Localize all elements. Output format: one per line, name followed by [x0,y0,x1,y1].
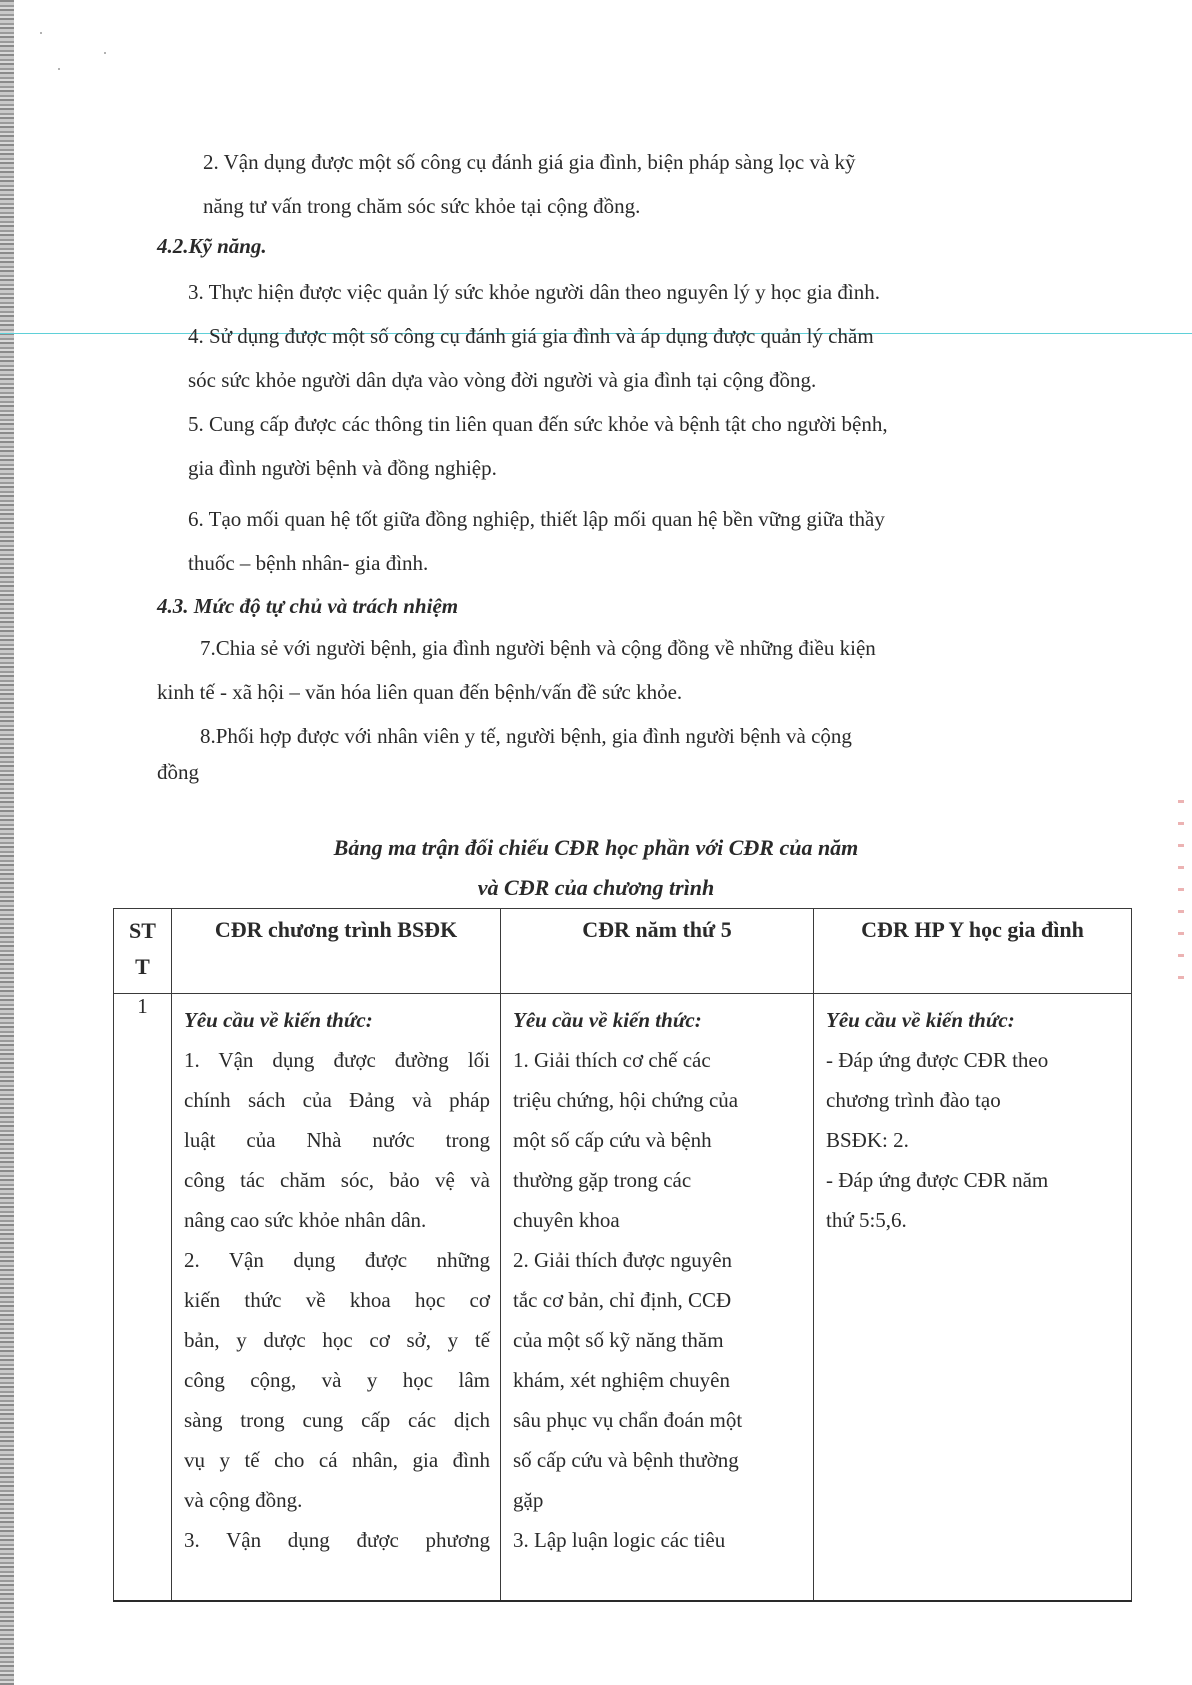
header-program-outcomes: CĐR chương trình BSĐK [172,909,501,994]
cell-line: một số cấp cứu và bệnh [513,1128,712,1152]
paragraph-5-line-1: 5. Cung cấp được các thông tin liên quan đến sức khỏe và bệnh tật cho người bệnh, [188,412,888,436]
table-title-line-1: Bảng ma trận đối chiếu CĐR học phần với CĐR của năm [333,835,859,860]
cell-line: 1. Giải thích cơ chế các [513,1048,711,1072]
header-course-outcomes: CĐR HP Y học gia đình [814,909,1132,994]
cell-line: bản, y dược học cơ sở, y tế [184,1328,490,1352]
paragraph-2-line-2: năng tư vấn trong chăm sóc sức khỏe tại cộng đồng. [203,194,641,218]
cell-line: kiến thức về khoa học cơ [184,1288,490,1312]
cell-line: triệu chứng, hội chứng của [513,1088,739,1112]
section-heading-4-3: 4.3. Mức độ tự chủ và trách nhiệm [157,594,459,618]
cell-line: 3. Lập luận logic các tiêu [513,1528,726,1552]
cell-line: thường gặp trong các [513,1168,692,1192]
paragraph-4-line-2: sóc sức khỏe người dân dựa vào vòng đời người và gia đình tại cộng đồng. [188,368,817,392]
paragraph-2-line-1: 2. Vận dụng được một số công cụ đánh giá gia đình, biện pháp sàng lọc và kỹ [203,150,856,174]
paragraph-6-line-1: 6. Tạo mối quan hệ tốt giữa đồng nghiệp, thiết lập mối quan hệ bền vững giữa thầy [188,507,885,531]
paragraph-6-line-2: thuốc – bệnh nhân- gia đình. [188,551,429,575]
cell-stt: 1 [114,994,172,1602]
paragraph-8-line-2: đồng [157,760,199,784]
cell-line: luật của Nhà nước trong [184,1128,490,1152]
paragraph-7-line-1: 7.Chia sẻ với người bệnh, gia đình người bệnh và cộng đồng về những điều kiện [200,636,876,660]
paragraph-4-line-1: 4. Sử dụng được một số công cụ đánh giá gia đình và áp dụng được quản lý chăm [188,324,874,348]
cell-program-outcomes [172,994,501,1602]
cell-line: 2. Giải thích được nguyên [513,1248,733,1272]
cell-line: sàng trong cung cấp các dịch [184,1408,490,1432]
header-year5-outcomes: CĐR năm thứ 5 [501,909,814,994]
scan-speck [58,68,60,70]
cell-line: công tác chăm sóc, bảo vệ và [184,1168,490,1192]
header-stt: STT [114,909,172,994]
cell-line: 2. Vận dụng được những [184,1248,490,1272]
table-title-line-2: và CĐR của chương trình [477,875,715,900]
table-row [114,994,1132,1602]
cell-line: số cấp cứu và bệnh thường [513,1448,739,1472]
cell-year5-outcomes [501,994,814,1602]
cell-line: chương trình đào tạo [826,1088,1001,1112]
paragraph-8-line-1: 8.Phối hợp được với nhân viên y tế, người bệnh, gia đình người bệnh và cộng [200,724,852,748]
cell-line: 3. Vận dụng được phương [184,1528,490,1552]
scan-speck [104,52,106,54]
paragraph-3: 3. Thực hiện được việc quản lý sức khỏe người dân theo nguyên lý y học gia đình. [188,280,880,304]
scan-speck [40,32,42,34]
section-heading-4-2: 4.2.Kỹ năng. [157,234,267,258]
paragraph-7-line-2: kinh tế - xã hội – văn hóa liên quan đến bệnh/vấn đề sức khỏe. [157,680,683,704]
cell-line: nâng cao sức khỏe nhân dân. [184,1208,427,1232]
cell-line: 1. Vận dụng được đường lối [184,1048,490,1072]
paragraph-5-line-2: gia đình người bệnh và đồng nghiệp. [188,456,497,480]
cell-line: và cộng đồng. [184,1488,303,1512]
table-header-row [114,909,1132,994]
cell-line: BSĐK: 2. [826,1128,909,1152]
cell-line: của một số kỹ năng thăm [513,1328,724,1352]
cell-line: gặp [513,1488,544,1512]
knowledge-requirement-label: Yêu cầu về kiến thức: [184,1008,373,1032]
cell-line: công cộng, và y học lâm [184,1368,490,1392]
cell-line: tắc cơ bản, chỉ định, CCĐ [513,1288,732,1312]
cell-line: chuyên khoa [513,1208,620,1232]
cell-course-outcomes [814,994,1132,1602]
cell-line: vụ y tế cho cá nhân, gia đình [184,1448,490,1472]
knowledge-requirement-label: Yêu cầu về kiến thức: [826,1008,1015,1032]
outcome-mapping-table [113,908,1132,1602]
cell-line: sâu phục vụ chẩn đoán một [513,1408,743,1432]
cell-line: thứ 5:5,6. [826,1208,907,1232]
cell-line: chính sách của Đảng và pháp [184,1088,490,1112]
cell-line: - Đáp ứng được CĐR năm [826,1168,1049,1192]
knowledge-requirement-label: Yêu cầu về kiến thức: [513,1008,702,1032]
cell-line: khám, xét nghiệm chuyên [513,1368,730,1392]
cell-line: - Đáp ứng được CĐR theo [826,1048,1049,1072]
